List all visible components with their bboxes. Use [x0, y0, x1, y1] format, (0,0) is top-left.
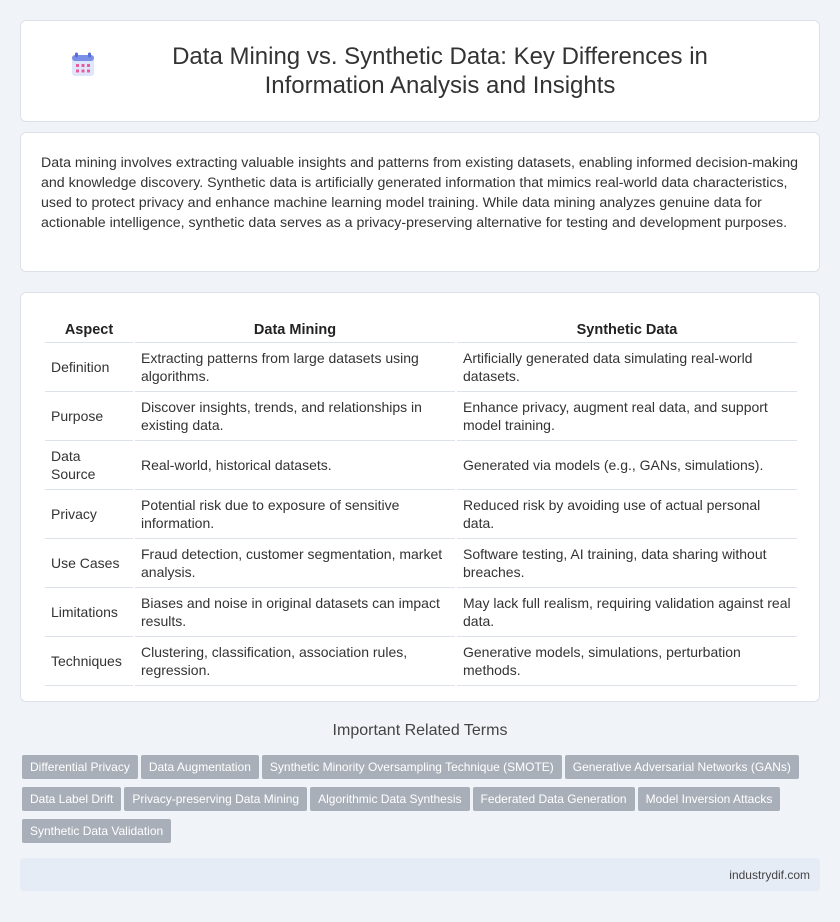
intro-card: [20, 132, 820, 272]
related-term-tag[interactable]: Data Augmentation: [141, 755, 259, 779]
row-data-mining: Fraud detection, customer segmentation, market analysis.: [135, 539, 455, 588]
related-term-tag[interactable]: Generative Adversarial Networks (GANs): [565, 755, 799, 779]
row-data-mining: Extracting patterns from large datasets using algorithms.: [135, 343, 455, 392]
footer-site-link[interactable]: industrydif.com: [729, 868, 810, 882]
row-data-mining: Biases and noise in original datasets can impact results.: [135, 588, 455, 637]
related-term-tag[interactable]: Data Label Drift: [22, 787, 121, 811]
comparison-table: [43, 313, 799, 686]
row-data-mining: Clustering, classification, association rules, regression.: [135, 637, 455, 686]
comparison-card: [20, 292, 820, 702]
row-data-mining: Potential risk due to exposure of sensitive information.: [135, 490, 455, 539]
table-row: [45, 490, 797, 539]
title-card: [20, 20, 820, 122]
table-row: [45, 637, 797, 686]
related-term-tag[interactable]: Synthetic Data Validation: [22, 819, 171, 843]
table-row: [45, 588, 797, 637]
intro-paragraph: Data mining involves extracting valuable insights and patterns from existing datasets, enabling informed decision-making and knowledge discovery. Synthetic data is artificially generated information that mimics real-world data characteristics, used to protect privacy and enhance machine learning model training. While data mining analyzes genuine data for actionable intelligence, synthetic data serves as a privacy-preserving alternative for testing and development purposes.: [41, 155, 799, 231]
row-aspect: Limitations: [45, 588, 133, 637]
header-data-mining: Data Mining: [135, 313, 455, 343]
table-row: [45, 343, 797, 392]
related-term-tag[interactable]: Algorithmic Data Synthesis: [310, 787, 469, 811]
table-row: [45, 539, 797, 588]
row-aspect: Use Cases: [45, 539, 133, 588]
row-synthetic-data: Enhance privacy, augment real data, and support model training.: [457, 392, 797, 441]
row-synthetic-data: May lack full realism, requiring validation against real data.: [457, 588, 797, 637]
related-term-tag[interactable]: Privacy-preserving Data Mining: [124, 787, 307, 811]
row-aspect: Privacy: [45, 490, 133, 539]
footer: [20, 858, 820, 891]
table-header-row: [45, 313, 797, 343]
row-aspect: Techniques: [45, 637, 133, 686]
related-term-tag[interactable]: Federated Data Generation: [473, 787, 635, 811]
row-data-mining: Real-world, historical datasets.: [135, 441, 455, 490]
related-term-tag[interactable]: Differential Privacy: [22, 755, 138, 779]
row-data-mining: Discover insights, trends, and relationships in existing data.: [135, 392, 455, 441]
header-aspect: Aspect: [45, 313, 133, 343]
row-aspect: Data Source: [45, 441, 133, 490]
row-synthetic-data: Software testing, AI training, data sharing without breaches.: [457, 539, 797, 588]
row-synthetic-data: Reduced risk by avoiding use of actual personal data.: [457, 490, 797, 539]
header-synthetic-data: Synthetic Data: [457, 313, 797, 343]
row-synthetic-data: Artificially generated data simulating real-world datasets.: [457, 343, 797, 392]
row-aspect: Purpose: [45, 392, 133, 441]
calendar-grid-icon: [70, 52, 96, 78]
related-terms-list: [22, 755, 822, 851]
related-term-tag[interactable]: Synthetic Minority Oversampling Technique (SMOTE): [262, 755, 562, 779]
table-row: [45, 441, 797, 490]
row-aspect: Definition: [45, 343, 133, 392]
related-terms-title: Important Related Terms: [332, 722, 508, 739]
row-synthetic-data: Generated via models (e.g., GANs, simulations).: [457, 441, 797, 490]
table-row: [45, 392, 797, 441]
row-synthetic-data: Generative models, simulations, perturbation methods.: [457, 637, 797, 686]
page-title: Data Mining vs. Synthetic Data: Key Differences in Information Analysis and Insights: [172, 43, 708, 99]
related-term-tag[interactable]: Model Inversion Attacks: [638, 787, 781, 811]
